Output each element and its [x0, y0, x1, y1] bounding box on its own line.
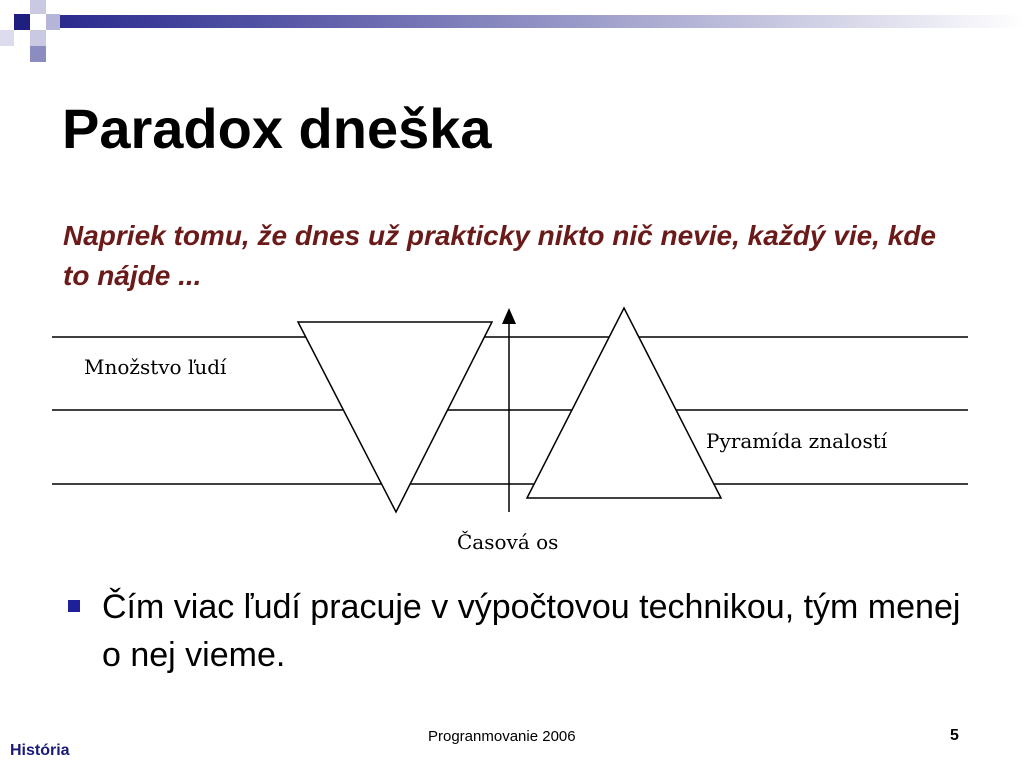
deco-square-light — [30, 0, 46, 14]
bullet-text: Čím viac ľudí pracuje v výpočtovou technikou, tým menej o nej vieme. — [102, 588, 961, 674]
slide-subtitle: Napriek tomu, že dnes už prakticky nikto nič nevie, každý vie, kde to nájde ... — [63, 220, 936, 291]
deco-square-light — [0, 30, 14, 46]
people-label: Množstvo ľudí — [84, 355, 227, 379]
paradox-diagram — [0, 300, 1024, 560]
deco-square-light — [46, 14, 60, 30]
time-axis-arrowhead — [502, 308, 516, 324]
deco-square-light — [30, 30, 46, 46]
pyramid-label: Pyramída znalostí — [706, 429, 888, 453]
footer-course-title: Progranmovanie 2006 — [428, 728, 576, 745]
deco-square-medium — [30, 46, 46, 62]
deco-square-dark — [14, 14, 30, 30]
page-number: 5 — [950, 727, 959, 744]
header-gradient-bar — [60, 15, 1024, 28]
slide-title: Paradox dneška — [62, 97, 492, 160]
bullet-square-icon — [68, 600, 80, 612]
footer-section-label: História — [10, 742, 70, 759]
time-axis-label: Časová os — [457, 530, 559, 554]
